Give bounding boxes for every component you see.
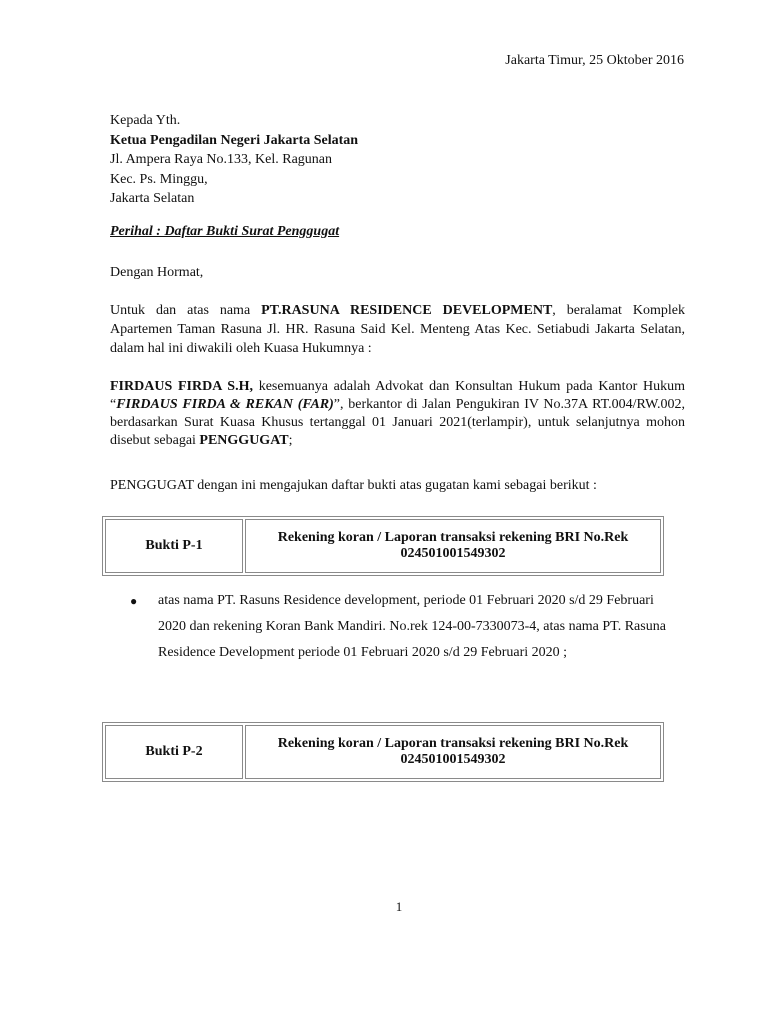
paragraph-evidence-intro: PENGGUGAT dengan ini mengajukan daftar bukti atas gugatan kami sebagai berikut : [110,478,597,493]
subject-line: Perihal : Daftar Bukti Surat Penggugat [110,224,340,239]
evidence-bullet-list [130,588,685,666]
recipient-addressee: Ketua Pengadilan Negeri Jakarta Selatan [110,132,359,148]
paragraph-principal-post: , beralamat Komplek Apartemen Taman Rasuna Jl. HR. Rasuna Said Kel. Menteng Atas Kec. Setiabudi Jakarta Selatan, dalam hal ini diwakili oleh Kuasa Hukumnya : [110,303,685,356]
list-item [130,588,685,666]
evidence-table-p2 [102,722,664,782]
evidence-id-cell: Bukti P-1 [105,519,243,573]
paragraph-principal [110,301,685,358]
lawyer-name: FIRDAUS FIRDA S.H, [110,379,253,394]
greeting: Dengan Hormat, [110,265,204,280]
recipient-address-line1: Jl. Ampera Raya No.133, Kel. Ragunan [110,152,333,167]
recipient-address-line2: Kec. Ps. Minggu, [110,171,208,187]
paragraph-attorney-text2: ”, berkantor di Jalan Pengukiran IV No.37A RT.004/RW.002, berdasarkan Surat Kuasa Khusus tertanggal 01 Januari 2021(terlampir), untuk selanjutnya mohon disebut sebagai [110,397,685,448]
date-line: Jakarta Timur, 25 Oktober 2016 [505,53,684,68]
recipient-salutation: Kepada Yth. [110,113,181,128]
recipient-address-line3: Jakarta Selatan [110,191,195,206]
party-designation: PENGGUGAT [199,433,289,448]
evidence-description-cell: Rekening koran / Laporan transaksi rekening BRI No.Rek 024501001549302 [245,519,661,573]
recipient-block [110,111,358,209]
page-number: 1 [395,899,403,914]
paragraph-principal-pre: Untuk dan atas nama [110,303,262,318]
evidence-description-cell: Rekening koran / Laporan transaksi rekening BRI No.Rek 024501001549302 [245,725,661,779]
paragraph-attorney-text3: ; [288,433,293,448]
bullet-text: atas nama PT. Rasuns Residence development, periode 01 Februari 2020 s/d 29 Februari 2020 dan rekening Koran Bank Mandiri. No.rek 124-00-7330073-4, atas nama PT. Rasuna Residence Development periode 01 Februari 2020 s/d 29 Februari 2020 ; [158,593,666,660]
evidence-id-cell: Bukti P-2 [105,725,243,779]
law-firm-name: FIRDAUS FIRDA & REKAN (FAR) [116,397,334,412]
paragraph-attorney-text1: kesemuanya adalah Advokat dan Konsultan Hukum pada Kantor Hukum “ [110,379,685,412]
paragraph-attorney [110,378,685,450]
evidence-table-p1 [102,516,664,576]
company-name: PT.RASUNA RESIDENCE DEVELOPMENT [261,303,553,318]
bullet-icon: ● [130,594,138,608]
